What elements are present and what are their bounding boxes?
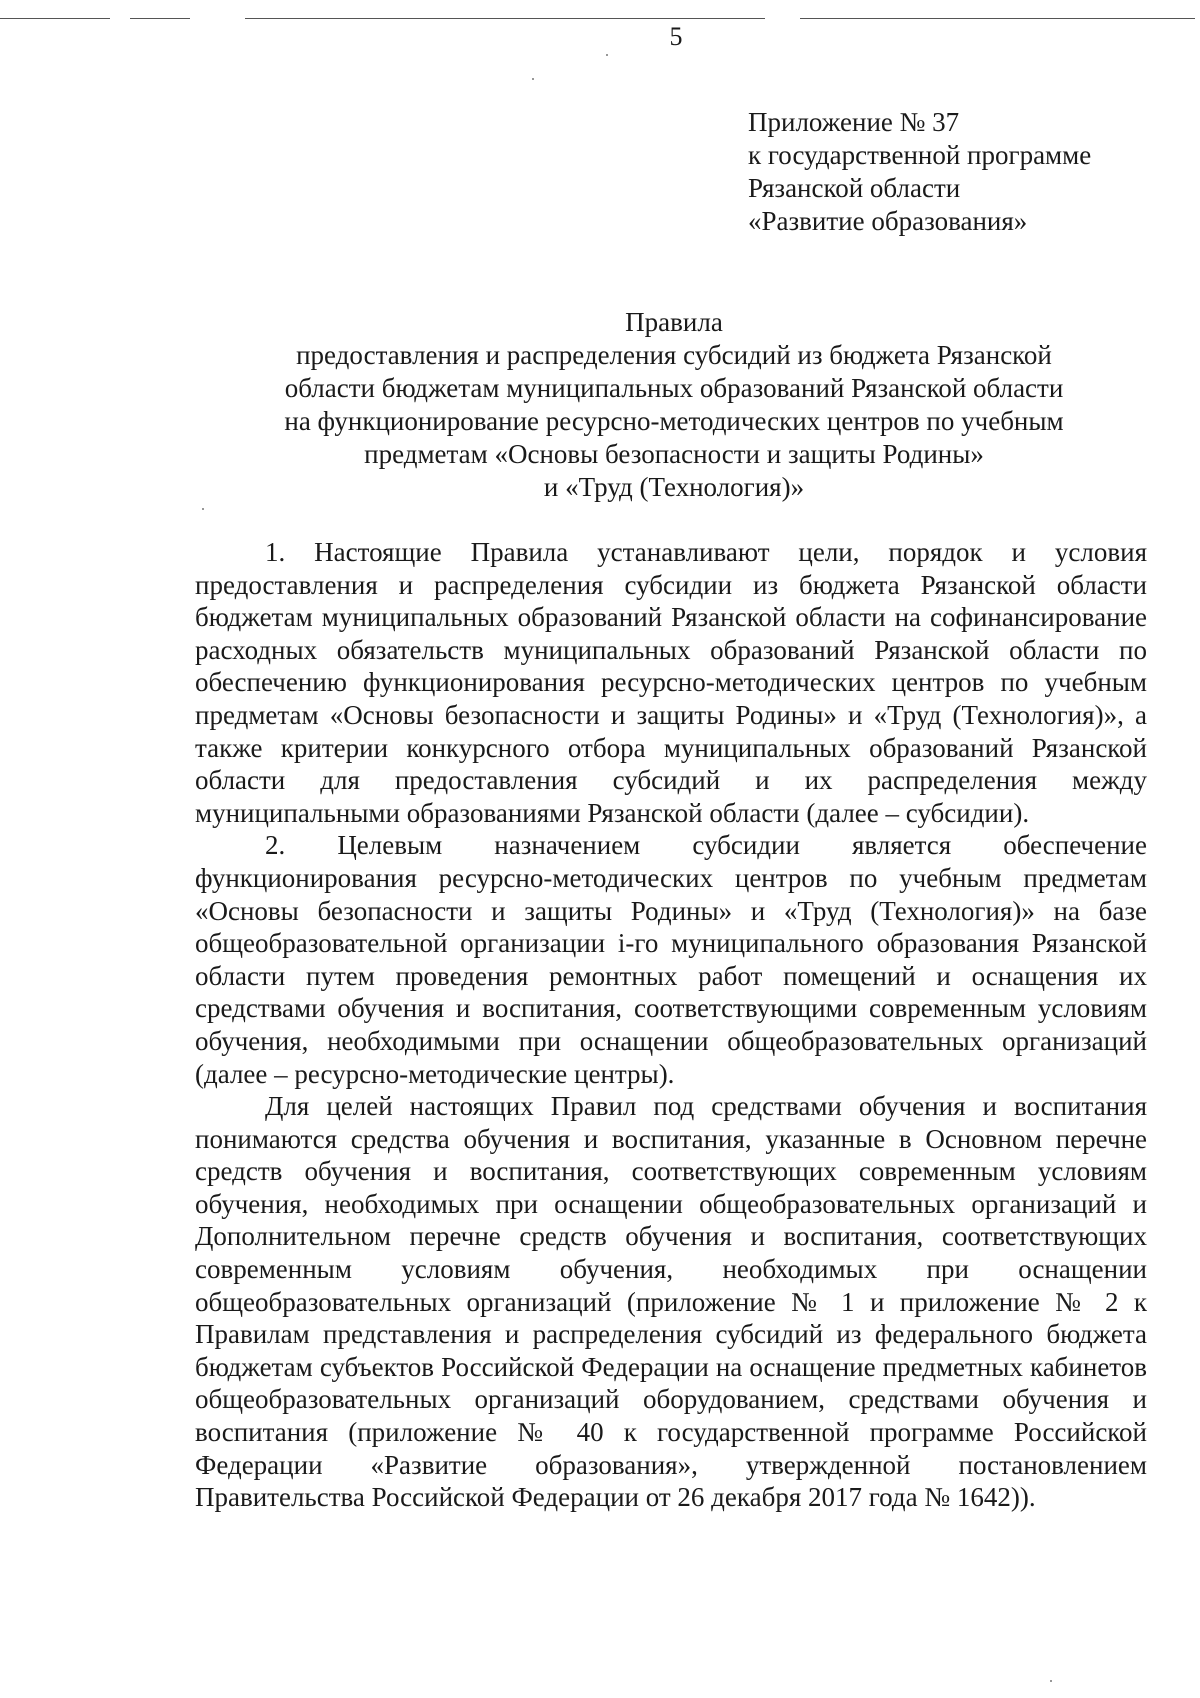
paragraph-1: 1. Настоящие Правила устанавливают цели, порядок и условия предоставления и распределения субсидии из бюджета Рязанской области бюджетам муниципальных образований Рязанской области на софинансирование расходных обязательств муниципальных образований Рязанской области по обеспечению функционирования ресурсно-методических центров по учебным предметам «Основы безопасности и защиты Родины» и «Труд (Технология)», а также критерии конкурсного отбора муниципальных образований Рязанской области для предоставления субсидий и их распределения между муниципальными образованиями Рязанской области (далее – субсидии). [195, 537, 1147, 828]
document-body [195, 536, 1147, 1514]
page-number: 5 [669, 22, 683, 51]
scan-speck [202, 508, 204, 510]
title-heading: Правила [625, 307, 723, 337]
appendix-line: к государственной программе [748, 140, 1092, 170]
scan-edge-mark [245, 18, 765, 19]
title-line: предоставления и распределения субсидий из бюджета Рязанской [296, 340, 1052, 370]
paragraph-3: Для целей настоящих Правил под средствами обучения и воспитания понимаются средства обучения и воспитания, указанные в Основном перечне средств обучения и воспитания, соответствующих современным условиям обучения, необходимых при оснащении общеобразовательных организаций и Дополнительном перечне средств обучения и воспитания, соответствующих современным условиям обучения, необходимых при оснащении общеобразовательных организаций (приложение № 1 и приложение № 2 к Правилам представления и распределения субсидий из федерального бюджета бюджетам субъектов Российской Федерации на оснащение предметных кабинетов общеобразовательных организаций оборудованием, средствами обучения и воспитания (приложение № 40 к государственной программе Российской Федерации «Развитие образования», утвержденной постановлением Правительства Российской Федерации от 26 декабря 2017 года № 1642)). [195, 1091, 1147, 1513]
scan-edge-mark [0, 18, 110, 19]
scan-speck [606, 54, 608, 56]
title-line: области бюджетам муниципальных образований Рязанской области [284, 373, 1064, 403]
paragraph-2: 2. Целевым назначением субсидии является обеспечение функционирования ресурсно-методических центров по учебным предметам «Основы безопасности и защиты Родины» и «Труд (Технология)» на базе общеобразовательной организации i-го муниципального образования Рязанской области путем проведения ремонтных работ помещений и оснащения их средствами обучения и воспитания, соответствующими современным условиям обучения, необходимыми при оснащении общеобразовательных организаций (далее – ресурсно-методические центры). [195, 830, 1147, 1089]
scan-edge-mark [130, 18, 190, 19]
appendix-reference [748, 106, 1091, 238]
appendix-line: Рязанской области [748, 173, 961, 203]
scan-speck [1050, 1680, 1052, 1682]
document-title [195, 306, 1153, 504]
title-line: предметам «Основы безопасности и защиты Родины» [364, 439, 984, 469]
scan-speck [532, 78, 534, 80]
title-line: и «Труд (Технология)» [543, 472, 805, 502]
appendix-line: Приложение № 37 [748, 107, 960, 137]
title-line: на функционирование ресурсно-методических центров по учебным [284, 406, 1064, 436]
scan-edge-mark [800, 18, 1195, 19]
appendix-line: «Развитие образования» [748, 206, 1028, 236]
